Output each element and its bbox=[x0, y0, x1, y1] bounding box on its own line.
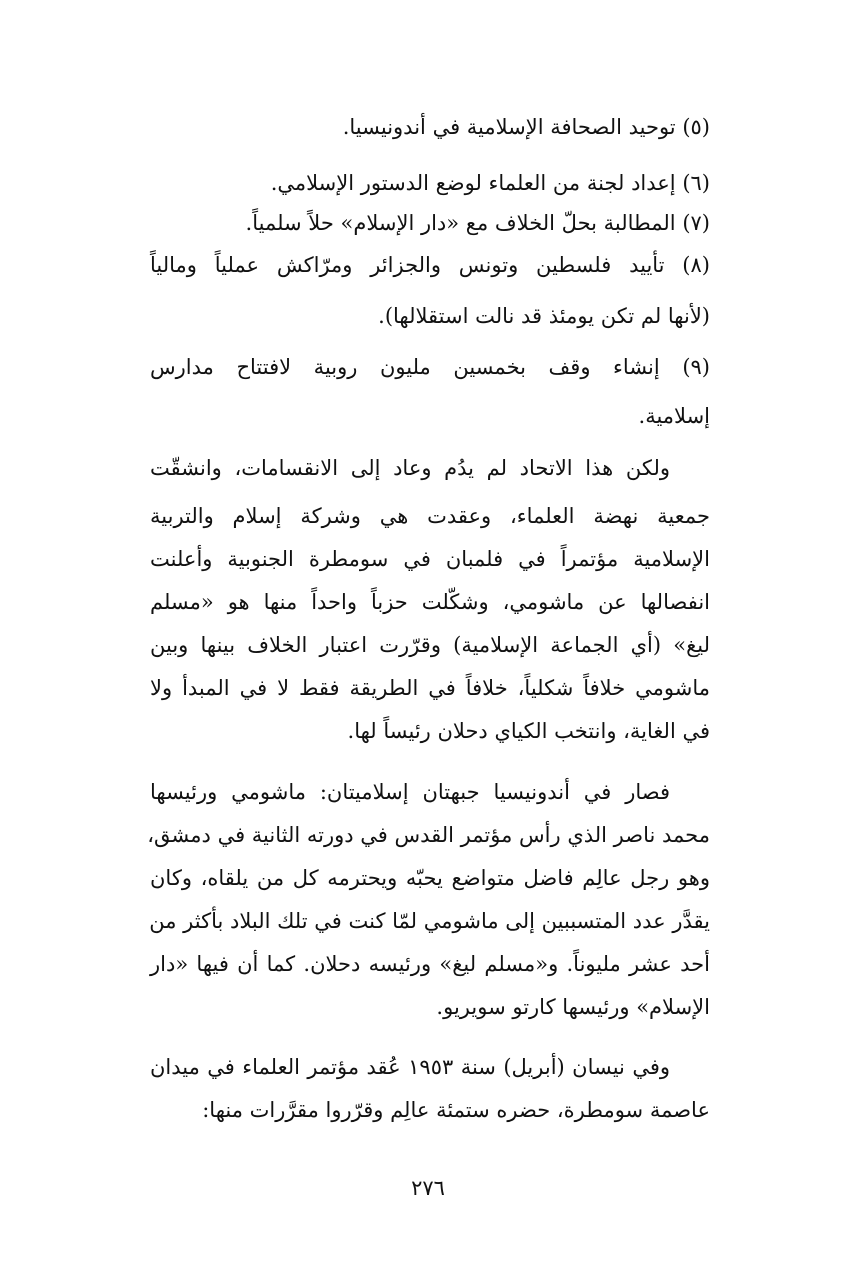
book-page bbox=[147, 0, 710, 1270]
paragraph-1-line-7: في الغاية، وانتخب الكياي دحلان رئيساً لها. bbox=[347, 719, 710, 743]
paragraph-1-line-5: ليغ» (أي الجماعة الإسلامية) وقرّرت اعتبار الخلاف بينها وبين bbox=[150, 633, 710, 657]
paragraph-2-line-5: أحد عشر مليوناً. و«مسلم ليغ» ورئيسه دحلان. كما أن فيها «دار bbox=[150, 952, 710, 976]
paragraph-3-line-2: عاصمة سومطرة، حضره ستمئة عالِم وقرّروا مقرَّرات منها: bbox=[202, 1098, 710, 1122]
paragraph-1-line-4: انفصالها عن ماشومي، وشكّلت حزباً واحداً منها هو «مسلم bbox=[150, 590, 710, 614]
paragraph-2-line-4: يقدَّر عدد المتسببين إلى ماشومي لمّا كنت في تلك البلاد بأكثر من bbox=[149, 909, 710, 933]
page-number: ٢٧٦ bbox=[411, 1176, 445, 1200]
paragraph-1-line-2: جمعية نهضة العلماء، وعقدت هي وشركة إسلام والتربية bbox=[150, 504, 710, 528]
list-item-8-line-2: (لأنها لم تكن يومئذ قد نالت استقلالها). bbox=[378, 304, 710, 328]
list-item-8-line-1: (٨) تأييد فلسطين وتونس والجزائر ومرّاكش عملياً ومالياً bbox=[150, 253, 710, 277]
list-item-9-line-2: إسلامية. bbox=[638, 404, 710, 428]
list-item-5: (٥) توحيد الصحافة الإسلامية في أندونيسيا. bbox=[342, 115, 710, 139]
list-item-6: (٦) إعداد لجنة من العلماء لوضع الدستور الإسلامي. bbox=[270, 171, 710, 195]
paragraph-2-line-3: وهو رجل عالِم فاضل متواضع يحبّه ويحترمه كل من يلقاه، وكان bbox=[150, 866, 710, 890]
paragraph-1-line-1: ولكن هذا الاتحاد لم يدُم وعاد إلى الانقسامات، وانشقّت bbox=[150, 456, 670, 480]
paragraph-1-line-6: ماشومي خلافاً شكلياً، خلافاً في الطريقة فقط لا في المبدأ ولا bbox=[150, 676, 710, 700]
list-item-7: (٧) المطالبة بحلّ الخلاف مع «دار الإسلام» حلاً سلمياً. bbox=[245, 211, 710, 235]
paragraph-3-line-1: وفي نيسان (أبريل) سنة ١٩٥٣ عُقد مؤتمر العلماء في ميدان bbox=[150, 1055, 670, 1079]
paragraph-2-line-1: فصار في أندونيسيا جبهتان إسلاميتان: ماشومي ورئيسها bbox=[150, 780, 670, 804]
paragraph-2-line-6: الإسلام» ورئيسها كارتو سويريو. bbox=[436, 995, 710, 1019]
paragraph-2-line-2: محمد ناصر الذي رأس مؤتمر القدس في دورته الثانية في دمشق، bbox=[147, 823, 710, 847]
paragraph-1-line-3: الإسلامية مؤتمراً في فلمبان في سومطرة الجنوبية وأعلنت bbox=[150, 547, 710, 571]
list-item-9-line-1: (٩) إنشاء وقف بخمسين مليون روبية لافتتاح مدارس bbox=[150, 355, 710, 379]
